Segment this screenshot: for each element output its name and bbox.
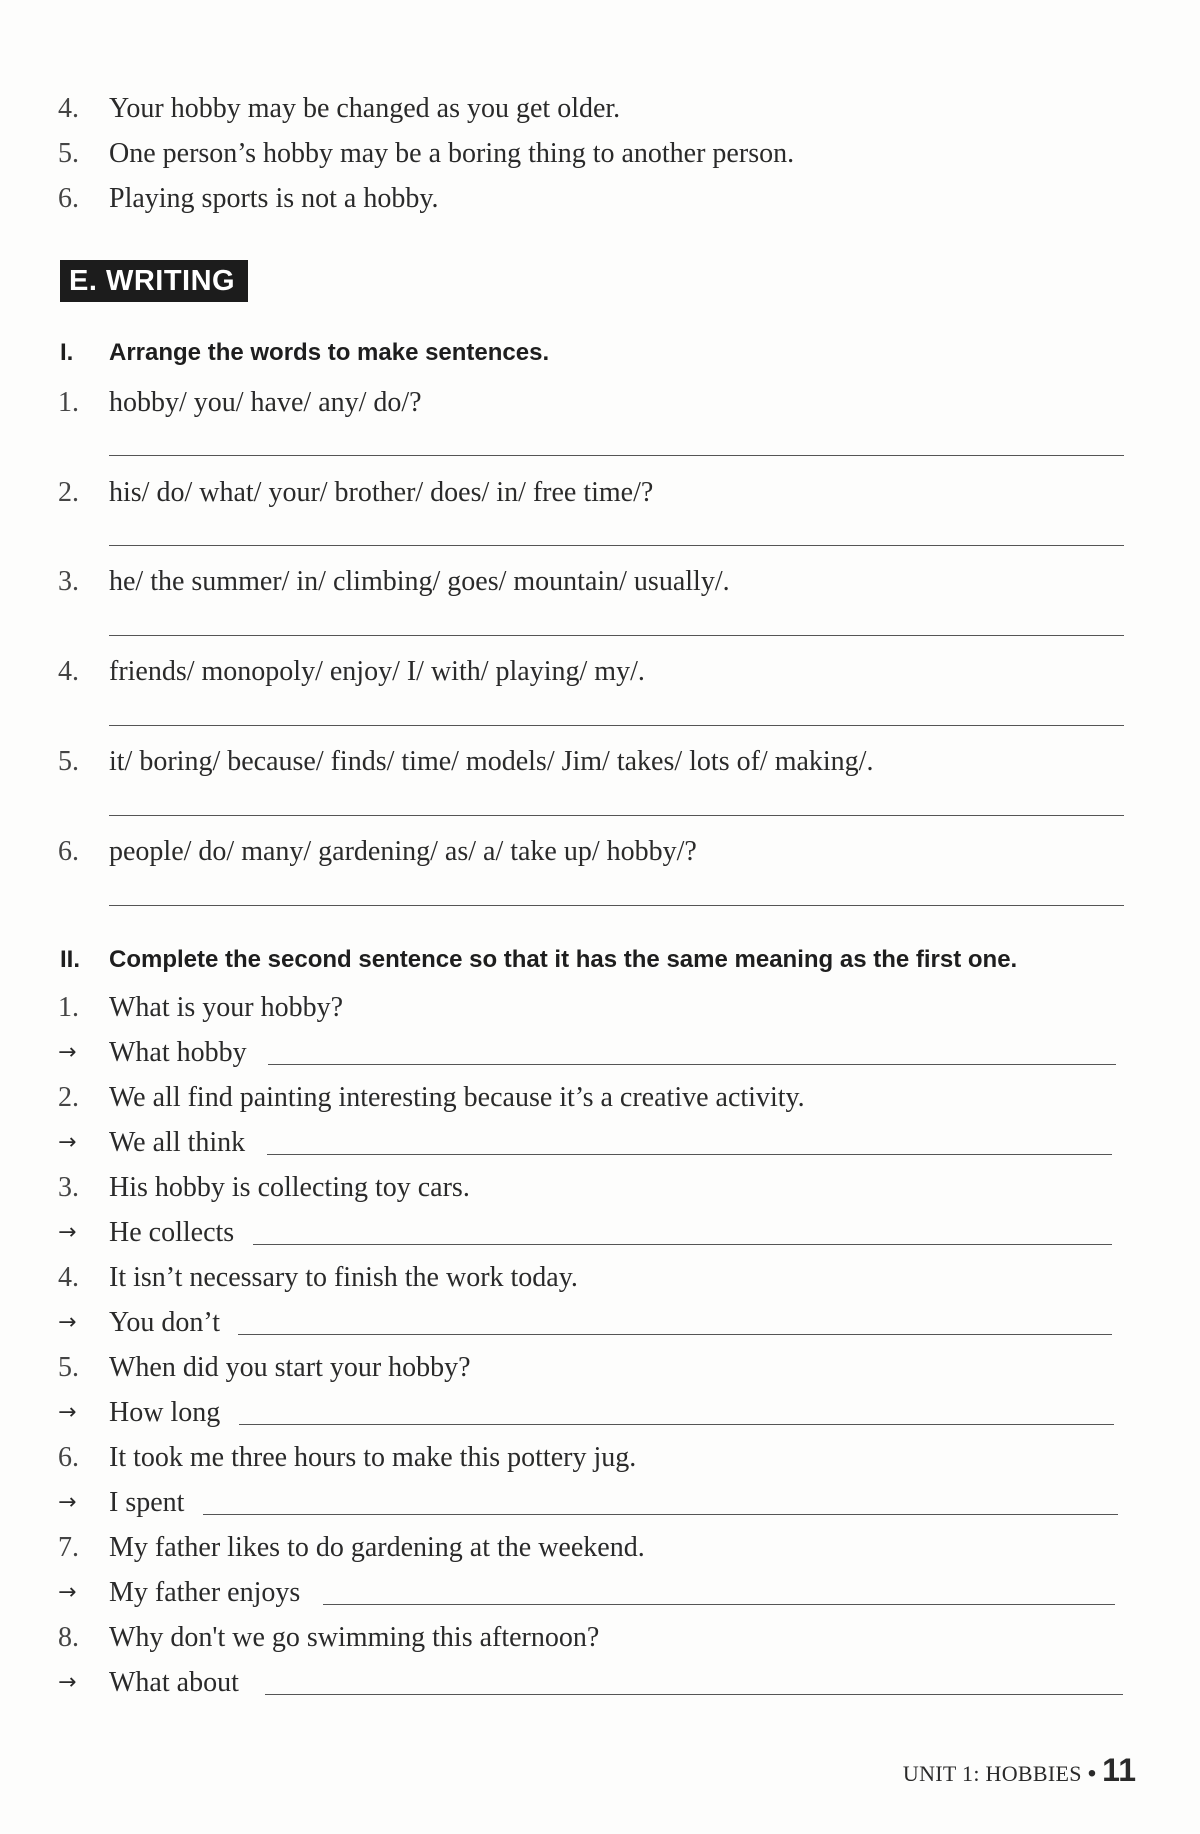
item-text: We all find painting interesting because it’s a creative activity. — [109, 1082, 805, 1113]
part1-roman: I. — [60, 339, 74, 366]
answer-line[interactable] — [109, 725, 1124, 726]
part2-roman: II. — [60, 946, 81, 973]
arrow-icon: → — [58, 1400, 77, 1425]
item-number: 5. — [58, 1352, 79, 1383]
answer-line[interactable] — [109, 455, 1124, 456]
arrow-icon: → — [58, 1130, 77, 1155]
arrow-icon: → — [58, 1310, 77, 1335]
answer-line[interactable] — [109, 905, 1124, 906]
arrow-icon: → — [58, 1040, 77, 1065]
answer-line[interactable] — [239, 1424, 1114, 1425]
item-number: 6. — [58, 836, 79, 867]
item-text: It took me three hours to make this pottery jug. — [109, 1442, 637, 1473]
answer-line[interactable] — [109, 815, 1124, 816]
item-number: 7. — [58, 1532, 79, 1563]
answer-line[interactable] — [267, 1154, 1112, 1155]
arrow-icon: → — [58, 1670, 77, 1695]
page-footer — [903, 1752, 1136, 1789]
item-text: Your hobby may be changed as you get older. — [109, 93, 621, 124]
answer-line[interactable] — [109, 635, 1124, 636]
item-number: 4. — [58, 93, 79, 124]
sentence-start: We all think — [109, 1127, 246, 1158]
item-text: One person’s hobby may be a boring thing to another person. — [109, 138, 795, 169]
item-number: 5. — [58, 746, 79, 777]
sentence-start: How long — [109, 1397, 221, 1428]
item-number: 5. — [58, 138, 79, 169]
sentence-start: My father enjoys — [109, 1577, 301, 1608]
item-text: When did you start your hobby? — [109, 1352, 471, 1383]
item-text: hobby/ you/ have/ any/ do/? — [109, 387, 422, 418]
item-number: 4. — [58, 656, 79, 687]
item-number: 2. — [58, 1082, 79, 1113]
arrow-icon: → — [58, 1580, 77, 1605]
answer-line[interactable] — [265, 1694, 1123, 1695]
part1-instruction — [0, 338, 1100, 368]
item-text: his/ do/ what/ your/ brother/ does/ in/ free time/? — [109, 477, 654, 508]
item-text: Playing sports is not a hobby. — [109, 183, 439, 214]
item-text: Why don't we go swimming this afternoon? — [109, 1622, 600, 1653]
sentence-start: You don’t — [109, 1307, 221, 1338]
sentence-start: What hobby — [109, 1037, 247, 1068]
answer-line[interactable] — [323, 1604, 1115, 1605]
arrow-icon: → — [58, 1220, 77, 1245]
item-number: 3. — [58, 566, 79, 597]
item-text: What is your hobby? — [109, 992, 344, 1023]
item-number: 8. — [58, 1622, 79, 1653]
item-number: 2. — [58, 477, 79, 508]
answer-line[interactable] — [203, 1514, 1118, 1515]
item-number: 6. — [58, 183, 79, 214]
answer-line[interactable] — [268, 1064, 1116, 1065]
answer-line[interactable] — [253, 1244, 1112, 1245]
item-number: 1. — [58, 992, 79, 1023]
item-number: 6. — [58, 1442, 79, 1473]
item-number: 4. — [58, 1262, 79, 1293]
section-heading: E. WRITING — [60, 260, 248, 302]
part2-instruction — [0, 945, 1100, 975]
part2-instruction-text: Complete the second sentence so that it has the same meaning as the first one. — [109, 946, 1018, 973]
arrow-icon: → — [58, 1490, 77, 1515]
item-text: people/ do/ many/ gardening/ as/ a/ take up/ hobby/? — [109, 836, 697, 867]
part1-instruction-text: Arrange the words to make sentences. — [109, 339, 550, 366]
item-text: it/ boring/ because/ finds/ time/ models/ Jim/ takes/ lots of/ making/. — [109, 746, 874, 777]
answer-line[interactable] — [238, 1334, 1112, 1335]
item-text: My father likes to do gardening at the weekend. — [109, 1532, 645, 1563]
sentence-start: What about — [109, 1667, 239, 1698]
item-text: His hobby is collecting toy cars. — [109, 1172, 470, 1203]
item-text: friends/ monopoly/ enjoy/ I/ with/ playing/ my/. — [109, 656, 645, 687]
bullet-separator: • — [1087, 1760, 1097, 1787]
item-text: It isn’t necessary to finish the work today. — [109, 1262, 578, 1293]
page-number: 11 — [1102, 1752, 1136, 1788]
sentence-start: I spent — [109, 1487, 185, 1518]
item-number: 3. — [58, 1172, 79, 1203]
unit-label: UNIT 1: HOBBIES — [902, 1761, 1082, 1786]
answer-line[interactable] — [109, 545, 1124, 546]
sentence-start: He collects — [109, 1217, 235, 1248]
item-number: 1. — [58, 387, 79, 418]
item-text: he/ the summer/ in/ climbing/ goes/ mountain/ usually/. — [109, 566, 730, 597]
